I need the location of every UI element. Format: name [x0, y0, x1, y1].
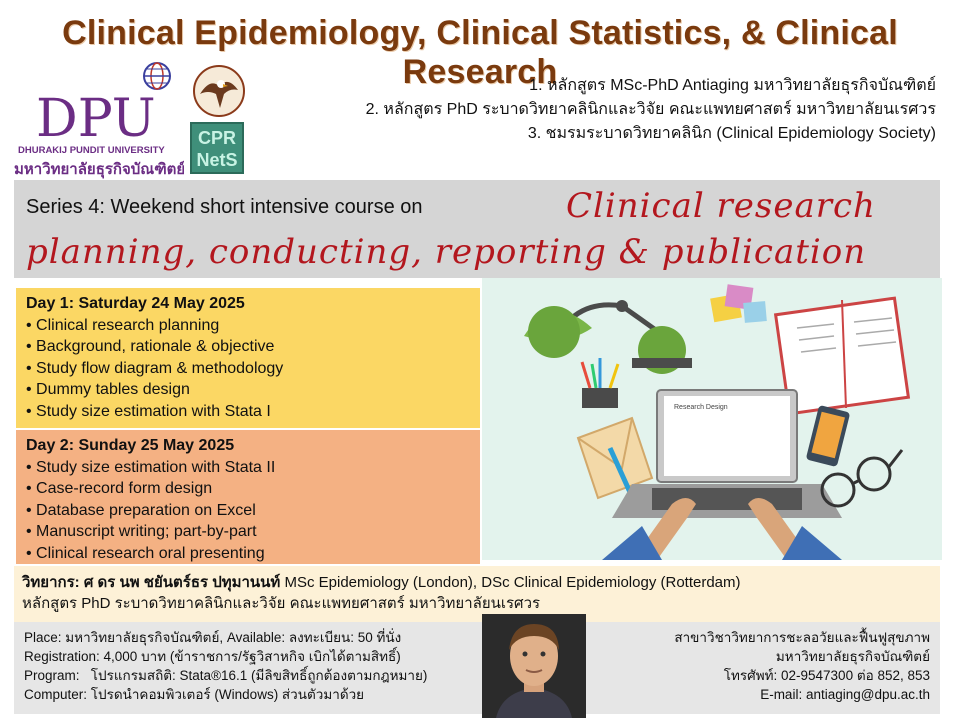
day1-item: • Study flow diagram & methodology [26, 358, 470, 380]
speaker-label: วิทยากร: [22, 574, 80, 591]
day2-item: • Database preparation on Excel [26, 500, 470, 522]
desk-illustration [482, 278, 942, 560]
poster-title: Clinical Epidemiology, Clinical Statistics, & Clinical Research [62, 14, 898, 91]
footer-place: Place: มหาวิทยาลัยธุรกิจบัณฑิตย์, Available: ลงทะเบียน: 50 ที่นั่ง [24, 630, 402, 645]
phone-icon [806, 405, 851, 467]
dpu-thai-name: มหาวิทยาลัยธุรกิจบัณฑิตย์ [14, 160, 184, 178]
footer-contact [674, 628, 930, 704]
contact-phone: โทรศัพท์: 02-9547300 ต่อ 852, 853 [723, 668, 930, 683]
footer-program: Program: โปรแกรมสถิติ: Stata®16.1 (มีลิขสิทธิ์ถูกต้องตามกฎหมาย) [24, 668, 428, 683]
desk-lamp-icon [524, 300, 692, 374]
day1-schedule [16, 288, 480, 428]
day1-item: • Background, rationale & objective [26, 336, 470, 358]
eagle-logo [190, 64, 248, 118]
program-item: 1. หลักสูตร MSc-PhD Antiaging มหาวิทยาลัยธุรกิจบัณฑิตย์ [529, 77, 936, 94]
pen-cup-icon [582, 358, 618, 408]
day2-item: • Manuscript writing; part-by-part [26, 521, 470, 543]
contact-email: E-mail: antiaging@dpu.ac.th [760, 687, 930, 702]
globe-icon [144, 63, 170, 89]
dpu-logo [12, 60, 184, 180]
cpr-nets-logo [190, 122, 244, 174]
series-prefix: Series 4: Weekend short intensive course on [26, 196, 423, 218]
day2-title: Day 2: Sunday 25 May 2025 [26, 437, 235, 454]
speaker-name: ศ ดร นพ ชยันตร์ธร ปทุมานนท์ [83, 574, 281, 591]
day2-schedule [16, 430, 480, 564]
day2-item: • Study size estimation with Stata II [26, 457, 470, 479]
cpr-logo-line2: NetS [196, 150, 238, 170]
contact-university: มหาวิทยาลัยธุรกิจบัณฑิตย์ [775, 649, 930, 664]
sticky-notes-icon [710, 284, 767, 323]
speaker-line [22, 572, 932, 593]
speaker-portrait [482, 614, 586, 718]
dpu-logo-text: DPU [36, 89, 156, 149]
contact-department: สาขาวิชาวิทยาการชะลอวัยและฟื้นฟูสุขภาพ [674, 630, 930, 645]
footer-computer: Computer: โปรดนำคอมพิวเตอร์ (Windows) ส่วนตัวมาด้วย [24, 687, 365, 702]
speaker-credentials: MSc Epidemiology (London), DSc Clinical Epidemiology (Rotterdam) [284, 574, 741, 591]
footer-details [24, 628, 427, 704]
series-highlight-line1: Clinical research [566, 186, 876, 226]
day1-title: Day 1: Saturday 24 May 2025 [26, 295, 245, 312]
dpu-university-name: DHURAKIJ PUNDIT UNIVERSITY [18, 145, 165, 156]
speaker-section [14, 566, 940, 622]
cpr-logo-line1: CPR [197, 128, 236, 148]
day1-item: • Clinical research planning [26, 315, 470, 337]
footer-registration: Registration: 4,000 บาท (ข้าราชการ/รัฐวิสาหกิจ เบิกได้ตามสิทธิ์) [24, 649, 401, 664]
laptop-screen-text: Research Design [674, 404, 728, 411]
speaker-affiliation: หลักสูตร PhD ระบาดวิทยาคลินิกและวิจัย คณะแพทยศาสตร์ มหาวิทยาลัยนเรศวร [22, 595, 541, 612]
day1-item: • Dummy tables design [26, 379, 470, 401]
day1-item: • Study size estimation with Stata I [26, 401, 470, 423]
program-item: 2. หลักสูตร PhD ระบาดวิทยาคลินิกและวิจัย คณะแพทยศาสตร์ มหาวิทยาลัยนเรศวร [365, 101, 936, 118]
program-list [366, 74, 936, 146]
series-highlight-line2: planning, conducting, reporting & publication [26, 232, 867, 272]
day2-item: • Clinical research oral presenting [26, 543, 470, 565]
day2-item: • Case-record form design [26, 478, 470, 500]
program-item: 3. ชมรมระบาดวิทยาคลินิก (Clinical Epidemiology Society) [527, 125, 936, 142]
